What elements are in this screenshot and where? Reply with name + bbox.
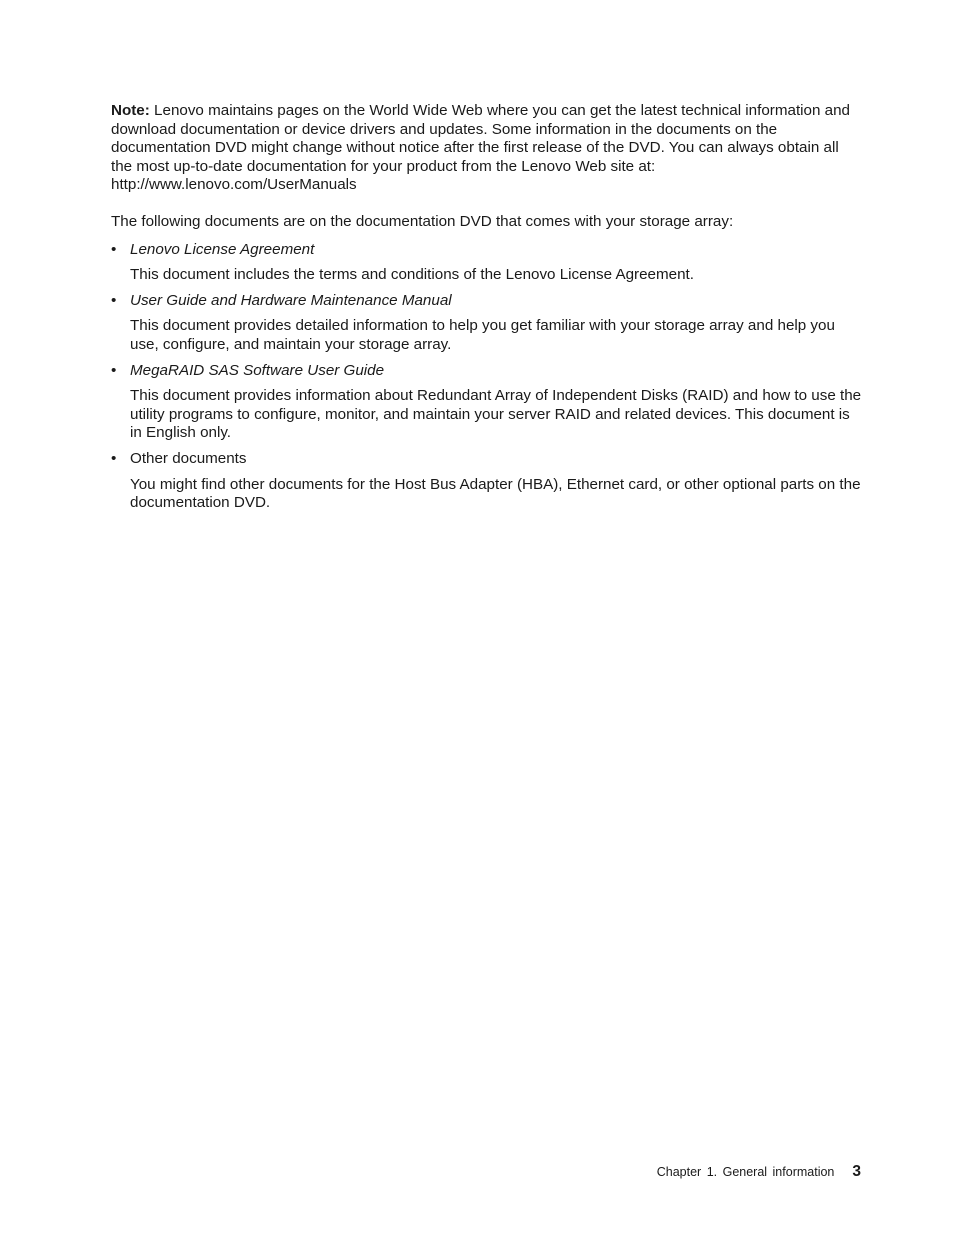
note-paragraph xyxy=(111,102,863,195)
document-title: Other documents xyxy=(130,449,247,467)
document-description: This document includes the terms and conditions of the Lenovo License Agreement. xyxy=(130,266,694,284)
list-item-user-guide xyxy=(111,292,863,355)
bullet-icon: • xyxy=(111,361,117,379)
document-description: This document provides detailed information to help you get familiar with your storage array and help you use, configure, and maintain your storage array. xyxy=(130,317,835,353)
document-list xyxy=(111,241,863,513)
document-title: User Guide and Hardware Maintenance Manual xyxy=(130,291,452,309)
list-item-other-documents xyxy=(111,450,863,513)
note-label: Note: xyxy=(111,102,150,119)
document-title: Lenovo License Agreement xyxy=(130,240,315,258)
intro-paragraph: The following documents are on the documentation DVD that comes with your storage array: xyxy=(111,212,734,230)
list-item-license-agreement xyxy=(111,241,863,285)
bullet-icon: • xyxy=(111,240,117,258)
user-manuals-url: http://www.lenovo.com/UserManuals xyxy=(111,176,357,194)
note-text: Lenovo maintains pages on the World Wide Web where you can get the latest technical information and download documentation or device drivers and updates. Some information in the documents on the documentation DVD might change without notice after the first release of the DVD. You can always obtain all the most up-to-date documentation for your product from the Lenovo Web site at: xyxy=(111,102,850,175)
list-item-megaraid-guide xyxy=(111,362,863,443)
page-content xyxy=(111,102,863,520)
document-title: MegaRAID SAS Software User Guide xyxy=(130,361,385,379)
page-footer xyxy=(657,1163,861,1182)
document-description: This document provides information about Redundant Array of Independent Disks (RAID) and how to use the utility programs to configure, monitor, and maintain your server RAID and related devices. This document is in English only. xyxy=(130,387,862,442)
bullet-icon: • xyxy=(111,291,117,309)
page-number: 3 xyxy=(852,1163,861,1180)
document-description: You might find other documents for the Host Bus Adapter (HBA), Ethernet card, or other optional parts on the documentation DVD. xyxy=(130,475,861,512)
bullet-icon: • xyxy=(111,449,117,467)
footer-chapter-title: Chapter 1. General information xyxy=(656,1165,835,1179)
